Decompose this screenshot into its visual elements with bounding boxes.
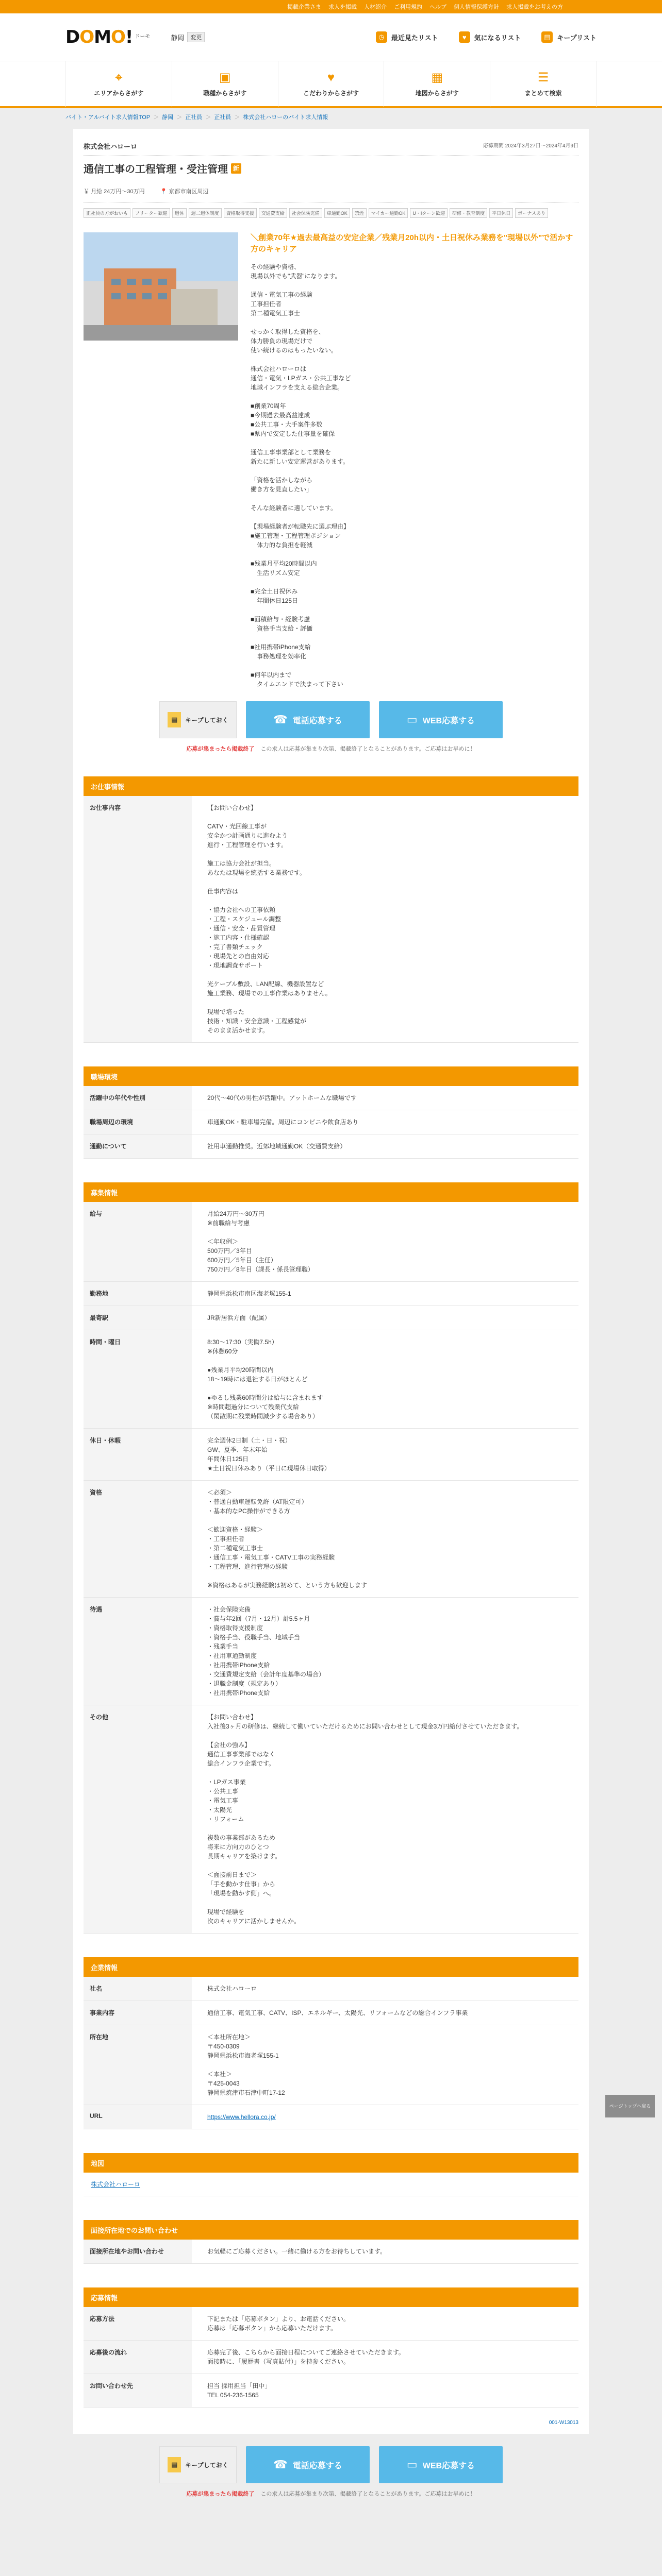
page-top-button[interactable]: ページトップへ戻る xyxy=(605,2095,655,2117)
nav-item-label: まとめて検索 xyxy=(524,89,562,97)
catch-copy: ＼創業70年★過去最高益の安定企業／残業月20h以内・土日祝休み業務を"現場以外"で活かす方のキャリア xyxy=(251,233,573,253)
info-row xyxy=(84,1110,578,1134)
tel-apply-label: 電話応募する xyxy=(292,716,342,725)
info-row-text: 【お問い合わせ】 入社後3ヶ月の研修は、継続して働いていただけるためにお問い合わせとして現金3万円給付させていただきます。 【会社の強み】 通信工事事業部ではなく 総合インフラ企業です。 ・LPガス事業 ・公共工事 ・電気工事 ・太陽光 ・リフォーム 複数の事業部があるため 将来に方向力のひとつ 長期キャリアを築けます。 ＜面接前日まで＞ 「手を動かす仕事」から 「現場を動かす側」へ。 現場で経験を 次のキャリアに活かしませんか。 xyxy=(207,1714,523,1925)
info-row-text: 通信工事、電気工事、CATV、ISP、エネルギー、太陽光、リフォームなどの総合インフラ事業 xyxy=(207,2009,468,2016)
info-row-value xyxy=(192,2341,578,2374)
job-number: 001-W13013 xyxy=(549,2420,578,2426)
topbar-link[interactable]: 掲載企業さま xyxy=(287,4,321,10)
info-row xyxy=(84,1977,578,2001)
section-conditions xyxy=(84,1182,578,1934)
folder-icon: ▤ xyxy=(168,2457,181,2472)
breadcrumb-item[interactable]: 静岡 xyxy=(162,114,174,121)
info-row-value xyxy=(192,2374,578,2408)
section-company xyxy=(84,1957,578,2129)
nav-item-label: こだわりからさがす xyxy=(303,89,359,97)
info-row xyxy=(84,1598,578,1705)
keep-list-button[interactable] xyxy=(541,31,597,43)
info-row-label: 最寄駅 xyxy=(84,1306,192,1330)
apply-note-grey: この求人は応募が集まり次第、掲載終了となることがあります。ご応募はお早めに！ xyxy=(260,2491,476,2497)
section-contact-hours xyxy=(84,2220,578,2264)
section-heading: 面接所在地でのお問い合わせ xyxy=(84,2220,578,2240)
info-row xyxy=(84,2105,578,2129)
feature-tags xyxy=(84,208,578,218)
breadcrumb-item[interactable]: バイト・アルバイト求人情報TOP xyxy=(65,114,151,121)
info-row-label: 応募方法 xyxy=(84,2307,192,2341)
web-apply-label: WEB応募する xyxy=(422,2461,475,2470)
posting-dates: 応募期間 2024年3月27日〜2024年4月9日 xyxy=(483,143,578,149)
job-intro xyxy=(84,232,578,689)
info-row-value xyxy=(192,1481,578,1598)
heart-icon: ♥ xyxy=(459,31,470,43)
info-row-text: ＜本社所在地＞ 〒450-0309 静岡県浜松市海老塚155-1 ＜本社＞ 〒425-0043 静岡県焼津市石津中町17-12 xyxy=(207,2033,285,2096)
info-row-label: 資格 xyxy=(84,1481,192,1598)
monitor-icon: ▭ xyxy=(406,713,418,726)
web-apply-label: WEB応募する xyxy=(422,716,475,725)
feature-tag: 研修・教育制度 xyxy=(450,208,487,218)
logo-sub: ドーモ xyxy=(135,34,151,40)
info-row-value xyxy=(192,1134,578,1159)
info-row-text: お気軽にご応募ください。一緒に働ける方をお待ちしています。 xyxy=(207,2248,387,2255)
section-heading: 職場環境 xyxy=(84,1066,578,1086)
info-row xyxy=(84,1306,578,1330)
info-row-label: 待遇 xyxy=(84,1598,192,1705)
section-environment xyxy=(84,1066,578,1159)
breadcrumb-item[interactable]: 正社員 xyxy=(185,114,203,121)
info-row-value xyxy=(192,1429,578,1481)
job-detail-card xyxy=(73,129,589,2434)
keep-list-label: キープリスト xyxy=(557,33,597,42)
clock-icon: ◷ xyxy=(376,31,387,43)
heart-icon: ♥ xyxy=(327,70,335,84)
info-row-value xyxy=(192,1110,578,1134)
info-row xyxy=(84,2374,578,2408)
topbar-link[interactable]: 求人を掲載 xyxy=(328,4,357,10)
apply-note-red: 応募が集まったら掲載終了 xyxy=(186,2491,255,2497)
info-row-value xyxy=(192,1282,578,1306)
keep-button[interactable] xyxy=(159,701,237,738)
feature-tag: 週二週休制度 xyxy=(189,208,222,218)
info-row-value xyxy=(192,2105,578,2129)
info-row-text: JR新居浜方面（配属） xyxy=(207,1314,271,1321)
location-meta-text: 京都市南区周辺 xyxy=(169,189,209,195)
folder-icon: ▤ xyxy=(168,712,181,727)
pin-icon: 📍 xyxy=(160,189,168,195)
info-row-value xyxy=(192,1977,578,2001)
info-row-value xyxy=(192,1202,578,1282)
building-annex-shape xyxy=(171,289,218,325)
info-row-label: お仕事内容 xyxy=(84,796,192,1043)
info-row xyxy=(84,2025,578,2105)
info-table xyxy=(84,1202,578,1934)
apply-note-red: 応募が集まったら掲載終了 xyxy=(186,746,255,752)
company-name: 株式会社ハローロ xyxy=(84,143,138,150)
info-row-text: 完全週休2日制（土・日・祝） GW、夏季、年末年始 年間休日125日 ★土日祝日休みあり（平日に現場休日取得） xyxy=(207,1437,330,1472)
recent-list-button[interactable] xyxy=(376,31,438,43)
info-table xyxy=(84,1977,578,2129)
job-title-text: 通信工事の工程管理・受注管理 xyxy=(84,164,228,175)
nav-item-1[interactable] xyxy=(172,61,278,107)
info-table xyxy=(84,2307,578,2408)
area-change-button[interactable]: 変更 xyxy=(187,32,205,42)
info-row-text: 株式会社ハローロ xyxy=(207,1985,257,1992)
info-row-text: 【お問い合わせ】 CATV・光回線工事が 安全かつ計画通りに進むよう 進行・工程管理を行います。 施工は協力会社が担当。 あなたは現場を統括する業務です。 仕事内容は ・協力会社への工事依頼 ・工程・スケジュール調整 ・通信・安全・品質管理 ・施工内容・仕様確認 ・完了書類チェック ・現場先との自由対応 ・現地調査サポート 光ケーブル敷設、LAN配線、機器設置など 施工業務、現場での工事作業はありません。 現場で培った 技術・知識・安全意識・工程感覚が そのまま活かせます。 xyxy=(207,804,332,1034)
info-row-text: 担当 採用担当「田中」 TEL 054-236-1565 xyxy=(207,2382,271,2399)
apply-buttons-bottom xyxy=(73,2434,589,2508)
apply-note xyxy=(84,744,578,753)
info-row xyxy=(84,796,578,1043)
apply-note xyxy=(73,2489,589,2498)
topbar-link[interactable]: ヘルプ xyxy=(429,4,446,10)
info-table xyxy=(84,2240,578,2264)
info-row xyxy=(84,1330,578,1429)
breadcrumb xyxy=(65,108,597,126)
section-job-info xyxy=(84,776,578,1043)
phone-icon: ☎ xyxy=(273,2458,288,2471)
section-apply-info xyxy=(84,2287,578,2408)
tel-apply-button[interactable] xyxy=(246,2446,370,2483)
tel-apply-button[interactable] xyxy=(246,701,370,738)
info-row-text: 月給24万円〜30万円 ※前職給与考慮 ＜年収例＞ 500万円／3年目 600万円／5年目（主任） 750万円／8年目（課長・係長管理職） xyxy=(207,1210,314,1273)
map-box xyxy=(84,2173,578,2196)
info-row-label: 所在地 xyxy=(84,2025,192,2105)
info-row-label: 事業内容 xyxy=(84,2001,192,2025)
keep-button[interactable] xyxy=(159,2446,237,2483)
info-row xyxy=(84,1086,578,1110)
info-row-text: 社用車通勤推奨。近郊地域通勤OK（交通費支給） xyxy=(207,1143,346,1150)
info-row-value xyxy=(192,1598,578,1705)
feature-tag: ボーナスあり xyxy=(515,208,548,218)
info-row-value xyxy=(192,2001,578,2025)
keep-button-label: キープしておく xyxy=(185,2461,228,2469)
salary-meta-text: 月給 24万円〜30万円 xyxy=(91,189,145,195)
salary-meta: ￥ 月給 24万円〜30万円 xyxy=(84,189,145,195)
feature-tag: 社会保険完備 xyxy=(289,208,322,218)
nav-item-label: エリアからさがす xyxy=(94,89,144,97)
feature-tag: 平日休日 xyxy=(489,208,513,218)
section-heading: 応募情報 xyxy=(84,2287,578,2307)
nav-item-2[interactable] xyxy=(278,61,384,107)
feature-tag: U・Iターン歓迎 xyxy=(410,208,448,218)
apply-buttons-top xyxy=(84,701,578,738)
info-row-label: 職場周辺の環境 xyxy=(84,1110,192,1134)
site-header xyxy=(0,13,662,61)
area-selector[interactable] xyxy=(171,32,205,42)
parking-lot-shape xyxy=(84,325,238,341)
info-row-value xyxy=(192,1705,578,1934)
breadcrumb-separator: ＞ xyxy=(205,114,211,121)
info-row-label: URL xyxy=(84,2105,192,2129)
info-row-value xyxy=(192,1306,578,1330)
nav-item-0[interactable] xyxy=(65,61,172,107)
map-link[interactable]: 株式会社ハローロ xyxy=(91,2181,141,2188)
recent-list-label: 最近見たリスト xyxy=(391,33,438,42)
info-row-label: 給与 xyxy=(84,1202,192,1282)
favorite-list-button[interactable] xyxy=(459,31,521,43)
url-link[interactable]: https://www.hellora.co.jp/ xyxy=(207,2113,276,2121)
info-row-label: 休日・休暇 xyxy=(84,1429,192,1481)
info-row-value xyxy=(192,796,578,1043)
feature-tag: 交通費支給 xyxy=(259,208,287,218)
info-row-value xyxy=(192,2240,578,2264)
web-apply-button[interactable] xyxy=(379,701,503,738)
info-row xyxy=(84,1134,578,1159)
feature-tag: マイカー通勤OK xyxy=(369,208,408,218)
phone-icon: ☎ xyxy=(273,713,288,726)
info-row-label: 通勤について xyxy=(84,1134,192,1159)
info-row-label: 応募後の流れ xyxy=(84,2341,192,2374)
info-row-value xyxy=(192,1086,578,1110)
web-apply-button[interactable] xyxy=(379,2446,503,2483)
section-heading: 企業情報 xyxy=(84,1957,578,1977)
feature-tag: 週休 xyxy=(172,208,187,218)
info-row-text: ・社会保険完備 ・賞与年2回（7月・12月）計5.5ヶ月 ・資格取得支援制度 ・資格手当、役職手当、地域手当 ・残業手当 ・社用車通勤制度 ・社用携帯iPhone支給 ・交通費規定支給（会計年度基準の場合） ・退職金制度（規定あり） ・社用携帯iPhone支給 xyxy=(207,1606,325,1697)
info-row-text: 静岡県浜松市南区海老塚155-1 xyxy=(207,1290,291,1297)
feature-tag: 禁煙 xyxy=(352,208,367,218)
breadcrumb-separator: ＞ xyxy=(153,114,159,121)
info-row-label: 社名 xyxy=(84,1977,192,2001)
monitor-icon: ▭ xyxy=(406,2458,418,2471)
job-title xyxy=(84,161,578,176)
section-heading: お仕事情報 xyxy=(84,776,578,796)
feature-tag: フリーター歓迎 xyxy=(133,208,170,218)
nav-item-label: 職種からさがす xyxy=(203,89,247,97)
location-meta xyxy=(160,187,209,195)
nav-item-label: 地図からさがす xyxy=(415,89,459,97)
info-row-value xyxy=(192,1330,578,1429)
nav-item-3[interactable] xyxy=(384,61,490,107)
search-list-icon: ☰ xyxy=(537,70,549,84)
info-row-label: 勤務地 xyxy=(84,1282,192,1306)
info-row-text: 8:30〜17:30（実働7.5h） ※休憩60分 ●残業月平均20時間以内 18〜19時には退社する日がほとんど ●ゆるし残業60時間分は給与に含まれます ※時間超過分について残業代支給 （閑散期に残業時間減少する場合あり） xyxy=(207,1338,323,1420)
main-nav xyxy=(0,61,662,108)
map-icon: ▦ xyxy=(431,70,443,84)
job-meta xyxy=(84,187,578,203)
site-logo[interactable] xyxy=(65,27,133,47)
info-row-label: 活躍中の年代や性別 xyxy=(84,1086,192,1110)
info-row-label: 時間・曜日 xyxy=(84,1330,192,1429)
new-badge: 新 xyxy=(231,163,241,174)
topbar-link[interactable]: 求人掲載をお考えの方 xyxy=(506,4,563,10)
info-row xyxy=(84,2307,578,2341)
info-row-text: ＜必須＞ ・普通自動車運転免許（AT限定可） ・基本的なPC操作ができる方 ＜歓迎資格・経験＞ ・工事担任者 ・第二種電気工事士 ・通信工事・電気工事・CATV工事の実務経験 ・工程管理、進行管理の経験 ※資格はあるが実務経験は初めて、という方も歓迎します xyxy=(207,1489,367,1589)
feature-tag: 資格取得支援 xyxy=(224,208,257,218)
breadcrumb-separator: ＞ xyxy=(234,114,240,121)
info-table xyxy=(84,1086,578,1159)
section-heading: 地図 xyxy=(84,2153,578,2173)
info-row xyxy=(84,2240,578,2264)
keep-button-label: キープしておく xyxy=(185,716,228,724)
intro-body: その経験や資格、 現場以外でも"武器"になります。 通信・電気工事の経験 工事担任者 第二種電気工事士 せっかく取得した資格を、 体力勝負の現場だけで 使い続けるのはもったいない。 株式会社ハローロは 通信・電気・LPガス・公共工事など 地域インフラを支える総合企業。 ■創業70周年 ■今期過去最高益達成 ■公共工事・大手案件多数 ■県内で安定した仕事量を確保 通信工事事業部として業務を 新たに新しい安定運営があります。 「資格を活かしながら 働き方を見直したい」 そんな経験者に適しています。 【現場経験者が転職先に選ぶ理由】 ■施工管理・工程管理ポジション 体力的な負担を軽減 ■残業月平均20時間以内 生活リズム安定 ■完全土日祝休み 年間休日125日 ■面積給与・経験考慮 資格手当支給・評価 ■社用携帯iPhone支給 事務処理を効率化 ■何年以内まで タイムエンドで決まって下さい xyxy=(251,263,351,688)
feature-tag: 車通勤OK xyxy=(324,208,350,218)
nav-item-4[interactable] xyxy=(490,61,597,107)
info-row xyxy=(84,1282,578,1306)
logo-text: DOMO! xyxy=(65,27,133,47)
info-row xyxy=(84,1202,578,1282)
section-map xyxy=(84,2153,578,2196)
office-photo xyxy=(84,232,238,341)
info-row-label: その他 xyxy=(84,1705,192,1934)
info-row-text: 20代〜40代の男性が活躍中。アットホームな職場です xyxy=(207,1094,357,1101)
section-heading: 募集情報 xyxy=(84,1182,578,1202)
folder-icon: ▤ xyxy=(541,31,553,43)
info-table xyxy=(84,796,578,1043)
info-row xyxy=(84,2341,578,2374)
briefcase-icon: ▣ xyxy=(219,70,231,84)
breadcrumb-separator: ＞ xyxy=(176,114,183,121)
map-pin-icon: ⌖ xyxy=(115,70,123,84)
info-row-label: 面接所在地やお問い合わせ xyxy=(84,2240,192,2264)
breadcrumb-item[interactable]: 株式会社ハローのバイト求人情報 xyxy=(243,114,328,121)
info-row-text: 応募完了後、こちらから面接日程についてご連絡させていただきます。 面接時に、「履歴書（写真貼付）」を持参ください。 xyxy=(207,2349,405,2365)
top-notice-bar xyxy=(0,0,662,13)
topbar-link[interactable]: 個人情報保護方針 xyxy=(454,4,499,10)
favorite-list-label: 気になるリスト xyxy=(474,33,521,42)
apply-note-grey: この求人は応募が集まり次第、掲載終了となることがあります。ご応募はお早めに！ xyxy=(260,746,476,752)
info-row-text: 下記または「応募ボタン」より、お電話ください。 応募は「応募ボタン」から応募いただけます。 xyxy=(207,2315,350,2332)
building-shape xyxy=(104,268,176,325)
info-row-value xyxy=(192,2025,578,2105)
info-row xyxy=(84,2001,578,2025)
info-row-label: お問い合わせ先 xyxy=(84,2374,192,2408)
info-row xyxy=(84,1705,578,1934)
info-row-value xyxy=(192,2307,578,2341)
feature-tag: 正社員の方がおいも xyxy=(84,208,130,218)
breadcrumb-item[interactable]: 正社員 xyxy=(214,114,231,121)
info-row xyxy=(84,1481,578,1598)
topbar-link[interactable]: 人材紹介 xyxy=(364,4,387,10)
tel-apply-label: 電話応募する xyxy=(292,2461,342,2470)
topbar-link[interactable]: ご利用規約 xyxy=(394,4,422,10)
area-label: 静岡 xyxy=(171,33,185,42)
info-row-text: 車通勤OK・駐車場完備。周辺にコンビニや飲食店あり xyxy=(207,1118,359,1126)
info-row xyxy=(84,1429,578,1481)
